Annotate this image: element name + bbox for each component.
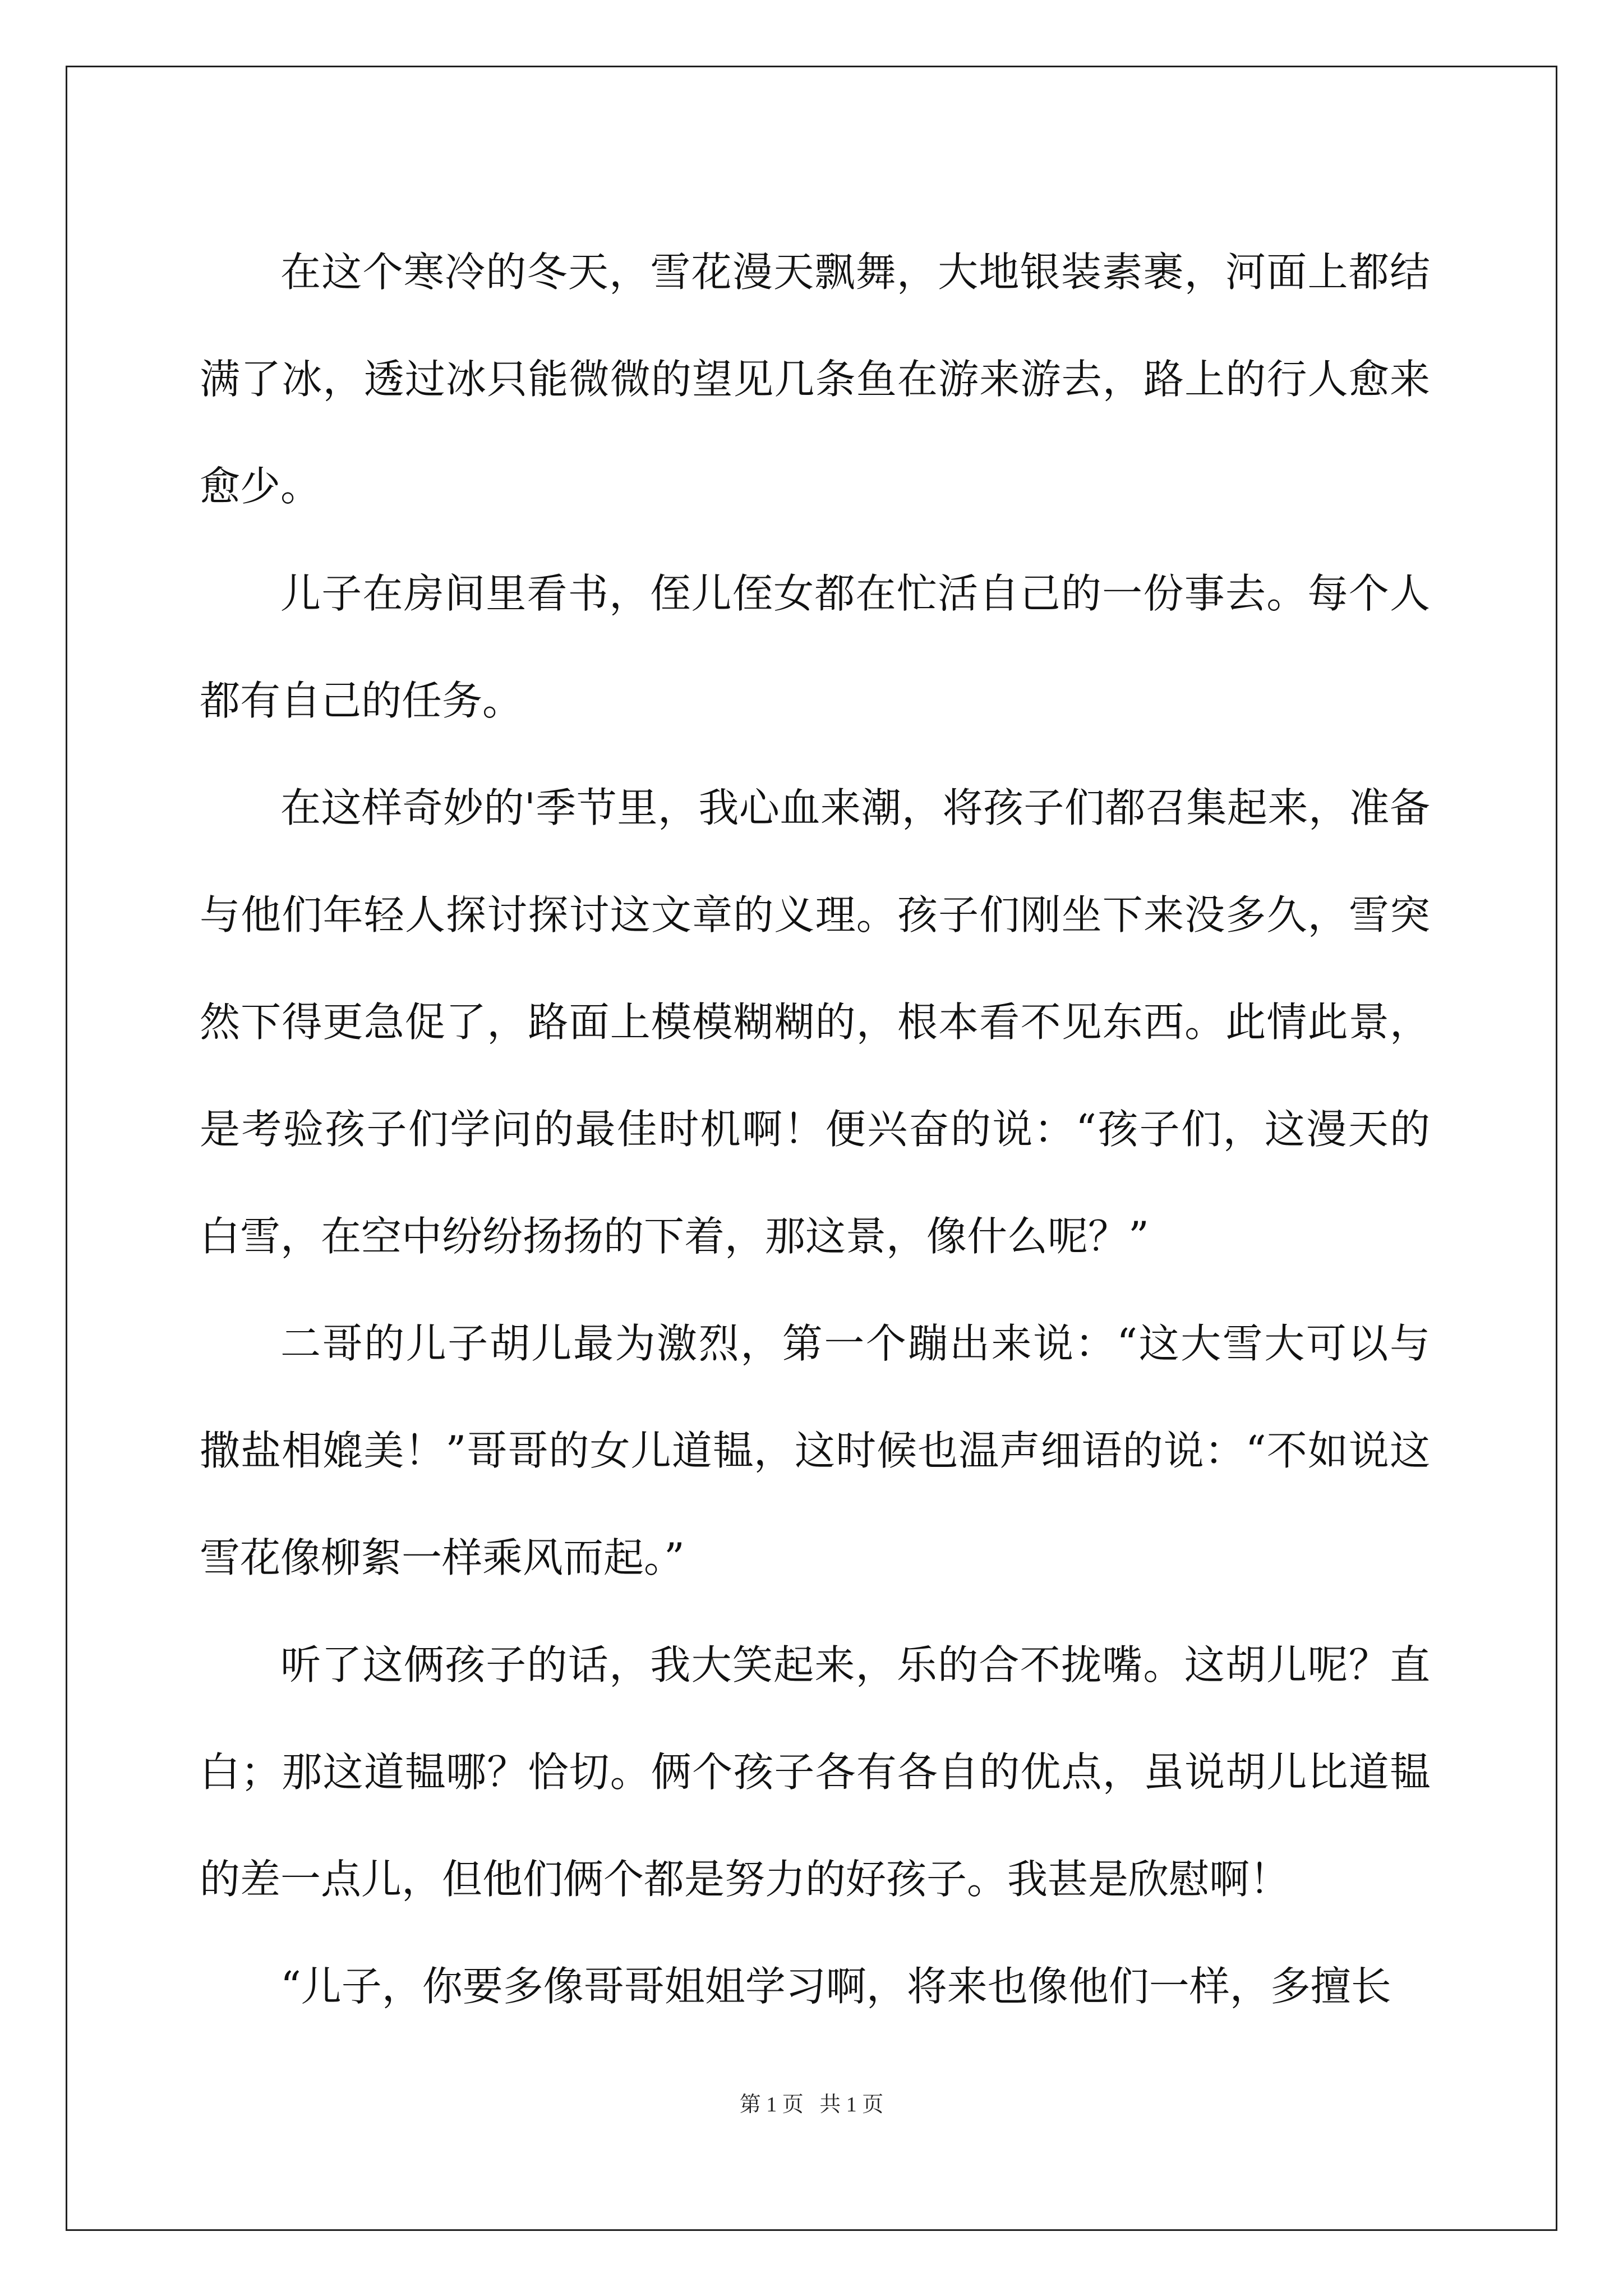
paragraph-3: 在这样奇妙的'季节里，我心血来潮，将孩子们都召集起来，准备与他们年轻人探讨探讨这文章的义理。孩子们刚坐下来没多久，雪突然下得更急促了，路面上模模糊糊的，根本看不见东西。此情此景，是考验孩子们学问的最佳时机啊！便兴奋的说：“孩子们，这漫天的白雪，在空中纷纷扬扬的下着，那这景，像什么呢？” (200, 784, 1430, 1260)
paragraph-4: 二哥的儿子胡儿最为激烈，第一个蹦出来说：“这大雪大可以与撒盐相媲美！”哥哥的女儿道韫，这时候也温声细语的说：“不如说这雪花像柳絮一样乘风而起。” (200, 1320, 1430, 1581)
page-number-label: 第 1 页 共 1 页 (739, 2093, 884, 2116)
document-body (200, 219, 1430, 2040)
page-footer (0, 2087, 1623, 2118)
paragraph-5: 听了这俩孩子的话，我大笑起来，乐的合不拢嘴。这胡儿呢？直白；那这道韫哪？恰切。俩个孩子各有各自的优点，虽说胡儿比道韫的差一点儿，但他们俩个都是努力的好孩子。我甚是欣慰啊！ (200, 1641, 1430, 1903)
paragraph-2: 儿子在房间里看书，侄儿侄女都在忙活自己的一份事去。每个人都有自己的任务。 (200, 570, 1430, 724)
paragraph-6: “儿子，你要多像哥哥姐姐学习啊，将来也像他们一样，多擅长 (280, 1963, 1391, 2010)
paragraph-1: 在这个寒冷的冬天，雪花漫天飘舞，大地银装素裹，河面上都结满了冰，透过冰只能微微的望见几条鱼在游来游去，路上的行人愈来愈少。 (200, 249, 1430, 510)
